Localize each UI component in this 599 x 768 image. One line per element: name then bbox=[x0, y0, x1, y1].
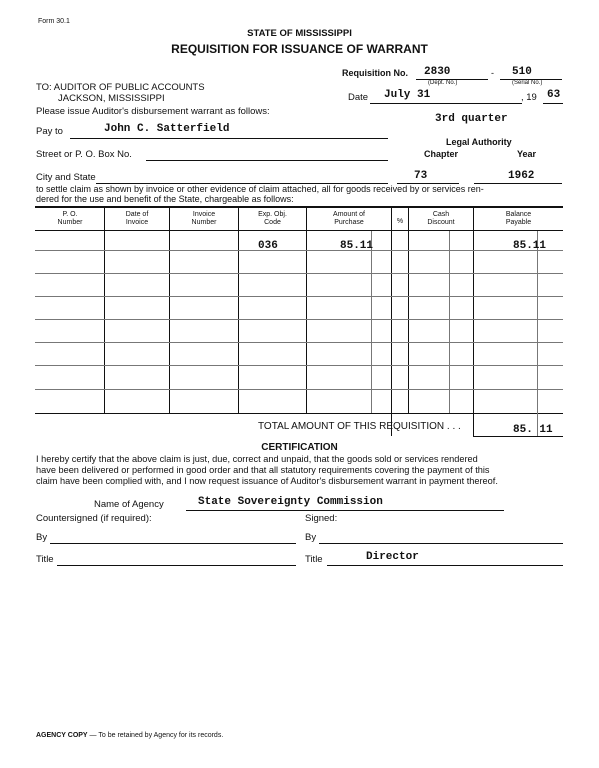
legal-year-value[interactable]: 1962 bbox=[508, 170, 535, 182]
auditor-address-line2: JACKSON, MISSISSIPPI bbox=[58, 93, 165, 104]
year-prefix: , 19 bbox=[521, 92, 537, 103]
certification-line2: have been delivered or performed in good order and that all statutory requirements covering the payment of this bbox=[36, 465, 490, 475]
table-row bbox=[35, 296, 563, 297]
state-header: STATE OF MISSISSIPPI bbox=[247, 28, 352, 39]
total-label: TOTAL AMOUNT OF THIS REQUISITION . . . bbox=[258, 421, 461, 432]
requisition-dash: - bbox=[491, 68, 494, 78]
auditor-address-line1: TO: AUDITOR OF PUBLIC ACCOUNTS bbox=[36, 82, 205, 93]
agency-line bbox=[186, 510, 504, 511]
header-balance: Balance Payable bbox=[505, 211, 532, 226]
col-divider bbox=[104, 208, 105, 413]
pay-to-label: Pay to bbox=[36, 126, 63, 137]
header-date: Date of Invoice bbox=[125, 211, 149, 226]
col-divider bbox=[473, 208, 474, 436]
chapter-value[interactable]: 73 bbox=[414, 170, 428, 182]
table-row bbox=[35, 250, 563, 251]
settle-text-line1: to settle claim as shown by invoice or other evidence of claim attached, all for goods received by or services ren- bbox=[36, 184, 484, 194]
table-header-border bbox=[35, 230, 563, 231]
footer-note bbox=[36, 732, 223, 739]
row1-exp-code[interactable]: 036 bbox=[258, 240, 278, 252]
countersigned-label: Countersigned (if required): bbox=[36, 513, 152, 524]
date-label: Date bbox=[348, 92, 369, 103]
page-title: REQUISITION FOR ISSUANCE OF WARRANT bbox=[171, 42, 428, 56]
header-po: P. O. Number bbox=[57, 211, 83, 226]
col-cents-divider bbox=[537, 231, 538, 436]
col-divider bbox=[391, 208, 392, 436]
instruction-text: Please issue Auditor's disbursement warrant as follows: bbox=[36, 106, 270, 117]
certification-line3: claim have been complied with, and I now request issuance of Auditor's disbursement warrant in payment thereof. bbox=[36, 476, 498, 486]
certification-line1: I hereby certify that the above claim is just, due, correct and unpaid, that the goods sold or services rendered bbox=[36, 454, 478, 464]
pay-to-line bbox=[70, 138, 388, 139]
header-amount: Amount of Purchase bbox=[333, 211, 365, 226]
requisition-label: Requisition No. bbox=[342, 68, 408, 78]
footer-bold: AGENCY COPY bbox=[36, 732, 88, 739]
settle-text-line2: dered for the use and benefit of the State, chargeable as follows: bbox=[36, 194, 294, 204]
legal-authority-label: Legal Authority bbox=[446, 137, 512, 147]
by-label-right: By bbox=[305, 532, 317, 543]
by-label-left: By bbox=[36, 532, 48, 543]
table-row bbox=[35, 342, 563, 343]
col-cents-divider bbox=[371, 231, 372, 413]
total-value[interactable]: 85. 11 bbox=[513, 424, 553, 436]
dept-no-value[interactable]: 2830 bbox=[424, 66, 451, 78]
by-line-right[interactable] bbox=[319, 543, 563, 544]
table-row bbox=[35, 319, 563, 320]
street-label: Street or P. O. Box No. bbox=[36, 149, 132, 160]
table-bottom-border bbox=[35, 413, 563, 414]
date-value[interactable]: July 31 bbox=[384, 89, 431, 101]
year-line bbox=[543, 103, 563, 104]
date-line bbox=[370, 103, 522, 104]
agency-label: Name of Agency bbox=[94, 499, 164, 510]
quarter-value: 3rd quarter bbox=[435, 113, 508, 125]
form-number: Form 30.1 bbox=[38, 18, 70, 25]
serial-no-caption: (Serial No.) bbox=[512, 80, 543, 86]
col-divider bbox=[408, 208, 409, 413]
col-divider bbox=[169, 208, 170, 413]
title-label-left: Title bbox=[36, 554, 54, 565]
title-line-right[interactable] bbox=[327, 565, 563, 566]
footer-text: — To be retained by Agency for its records. bbox=[87, 732, 224, 739]
dept-no-caption: (Dept. No.) bbox=[428, 80, 458, 86]
title-line-left[interactable] bbox=[57, 565, 296, 566]
legal-year-line bbox=[474, 183, 562, 184]
col-divider bbox=[306, 208, 307, 413]
header-invoice: Invoice Number bbox=[191, 211, 217, 226]
chapter-label: Chapter bbox=[424, 149, 459, 159]
table-top-border bbox=[35, 206, 563, 208]
total-underline bbox=[473, 436, 563, 437]
city-label: City and State bbox=[36, 172, 96, 183]
title-value[interactable]: Director bbox=[366, 551, 419, 563]
certification-title: CERTIFICATION bbox=[261, 442, 338, 453]
title-label-right: Title bbox=[305, 554, 323, 565]
header-percent: % bbox=[396, 218, 404, 225]
year-value[interactable]: 63 bbox=[547, 89, 561, 101]
row1-amount[interactable]: 85.11 bbox=[340, 240, 374, 252]
table-row bbox=[35, 273, 563, 274]
serial-no-value[interactable]: 510 bbox=[512, 66, 532, 78]
row1-balance[interactable]: 85.11 bbox=[513, 240, 547, 252]
table-row bbox=[35, 389, 563, 390]
col-divider bbox=[238, 208, 239, 413]
by-line-left[interactable] bbox=[50, 543, 296, 544]
col-cents-divider bbox=[449, 231, 450, 413]
signed-label: Signed: bbox=[305, 513, 338, 524]
header-exp-code: Exp. Obj. Code bbox=[258, 211, 287, 226]
year-label: Year bbox=[517, 149, 537, 159]
header-cash-discount: Cash Discount bbox=[427, 211, 455, 226]
table-row bbox=[35, 365, 563, 366]
street-line[interactable] bbox=[146, 160, 388, 161]
pay-to-value[interactable]: John C. Satterfield bbox=[104, 123, 230, 135]
agency-value[interactable]: State Sovereignty Commission bbox=[198, 496, 383, 508]
